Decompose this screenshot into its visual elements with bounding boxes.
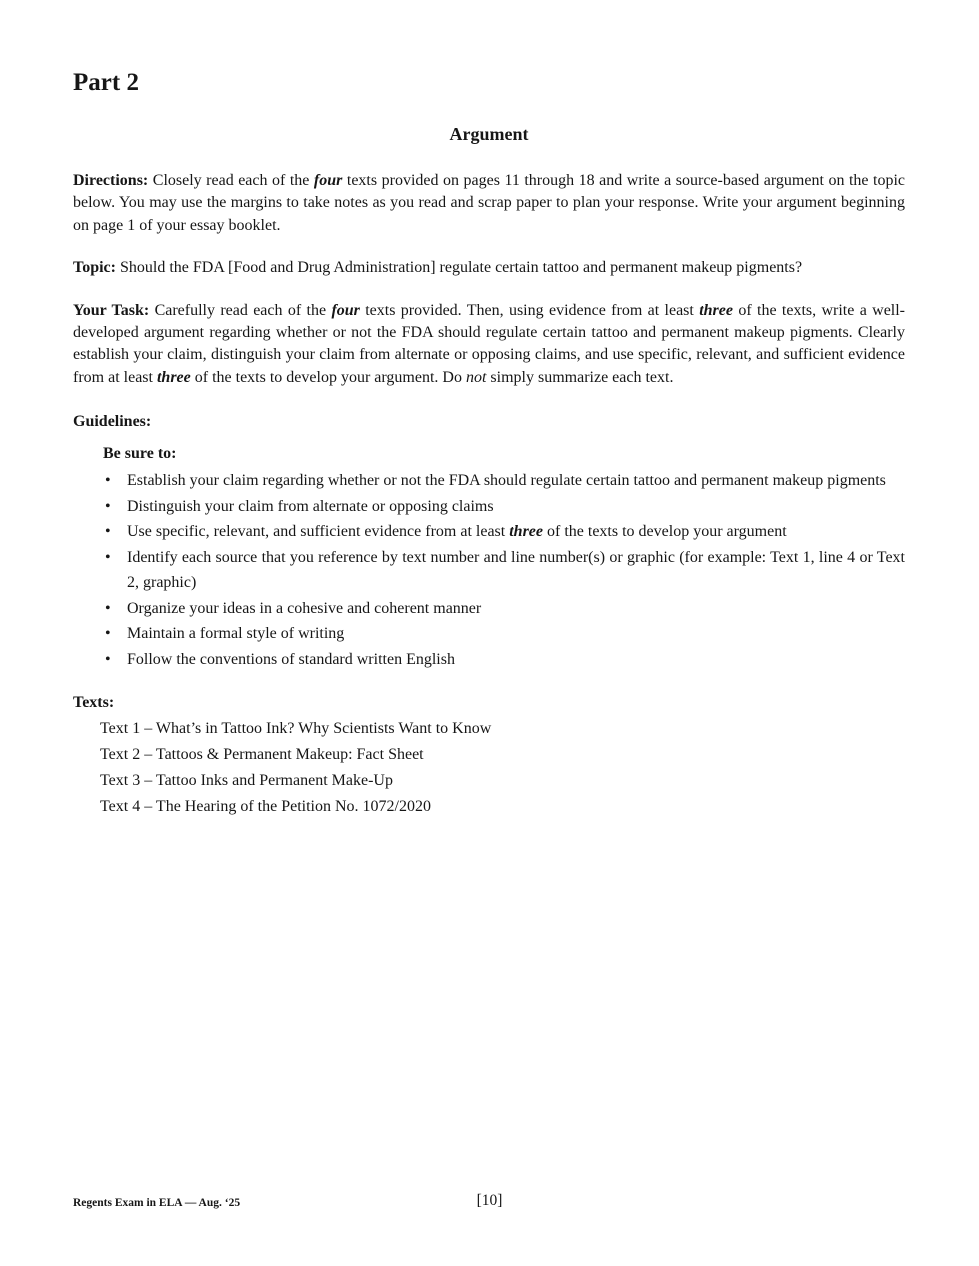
guideline-bullet-text: Distinguish your claim from alternate or opposing claims — [127, 497, 494, 515]
guideline-bullet-text: Organize your ideas in a cohesive and coherent manner — [127, 599, 482, 617]
text-list-item — [73, 742, 905, 768]
footer-page-number: [10] — [476, 1192, 503, 1209]
guideline-bullet-item — [73, 621, 905, 647]
text-list-item-label: Text 1 – What’s in Tattoo Ink? Why Scientists Want to Know — [100, 720, 492, 738]
guideline-bullet-text: Identify each source that you reference by text number and line number(s) or graphic (for example: Text 1, line 4 or Text 2, graphic) — [127, 548, 905, 592]
guideline-bullet-item — [73, 545, 905, 596]
topic-paragraph: Topic: Should the FDA [Food and Drug Administration] regulate certain tattoo and permanent makeup pigments? — [73, 259, 803, 277]
guideline-bullet-item — [73, 647, 905, 673]
guideline-bullet-text: Establish your claim regarding whether or not the FDA should regulate certain tattoo and permanent makeup pigments — [127, 472, 886, 490]
directions-paragraph: Directions: Closely read each of the four texts provided on pages 11 through 18 and write a source-based argument on the topic below. You may use the margins to take notes as you read and scrap paper to plan your response. Write your argument beginning on page 1 of your essay booklet. — [73, 172, 906, 234]
guideline-bullet-text: Use specific, relevant, and sufficient evidence from at least three of the texts to develop your argument — [127, 523, 787, 541]
bullet-icon: • — [105, 625, 111, 643]
section-heading: Argument — [449, 124, 529, 144]
guideline-bullet-text: Maintain a formal style of writing — [127, 625, 345, 643]
guideline-bullet-item — [73, 519, 905, 545]
bullet-icon: • — [105, 599, 111, 617]
guideline-bullet-item — [73, 596, 905, 622]
page-content — [73, 0, 905, 820]
be-sure-to-label: Be sure to: — [103, 444, 177, 462]
task-paragraph: Your Task: Carefully read each of the four texts provided. Then, using evidence from at least three of the texts, write a well-developed argument regarding whether or not the FDA should regulate certain tattoo and permanent makeup pigments. Clearly establish your claim, distinguish your claim from alternate or opposing claims, and use specific, relevant, and sufficient evidence from at least three of the texts to develop your argument. Do not simply summarize each text. — [73, 301, 906, 386]
text-list-item — [73, 794, 905, 820]
texts-list — [73, 716, 905, 820]
footer-exam-label: Regents Exam in ELA — Aug. ‘25 — [73, 1197, 241, 1209]
text-list-item-label: Text 4 – The Hearing of the Petition No. 1072/2020 — [100, 798, 431, 816]
text-list-item — [73, 716, 905, 742]
bullet-icon: • — [105, 523, 111, 541]
texts-heading: Texts: — [73, 694, 115, 712]
guideline-bullet-text: Follow the conventions of standard written English — [127, 650, 455, 668]
bullet-icon: • — [105, 497, 111, 515]
bullet-icon: • — [105, 548, 111, 566]
text-list-item-label: Text 3 – Tattoo Inks and Permanent Make-Up — [100, 772, 393, 790]
part-heading: Part 2 — [73, 69, 139, 96]
text-list-item — [73, 768, 905, 794]
guideline-bullet-item — [73, 494, 905, 520]
guideline-bullet-item — [73, 468, 905, 494]
bullet-icon: • — [105, 472, 111, 490]
guidelines-heading: Guidelines: — [73, 413, 152, 431]
guidelines-bullet-list — [73, 468, 905, 672]
bullet-icon: • — [105, 650, 111, 668]
page-footer — [0, 1192, 979, 1216]
text-list-item-label: Text 2 – Tattoos & Permanent Makeup: Fact Sheet — [100, 746, 424, 764]
